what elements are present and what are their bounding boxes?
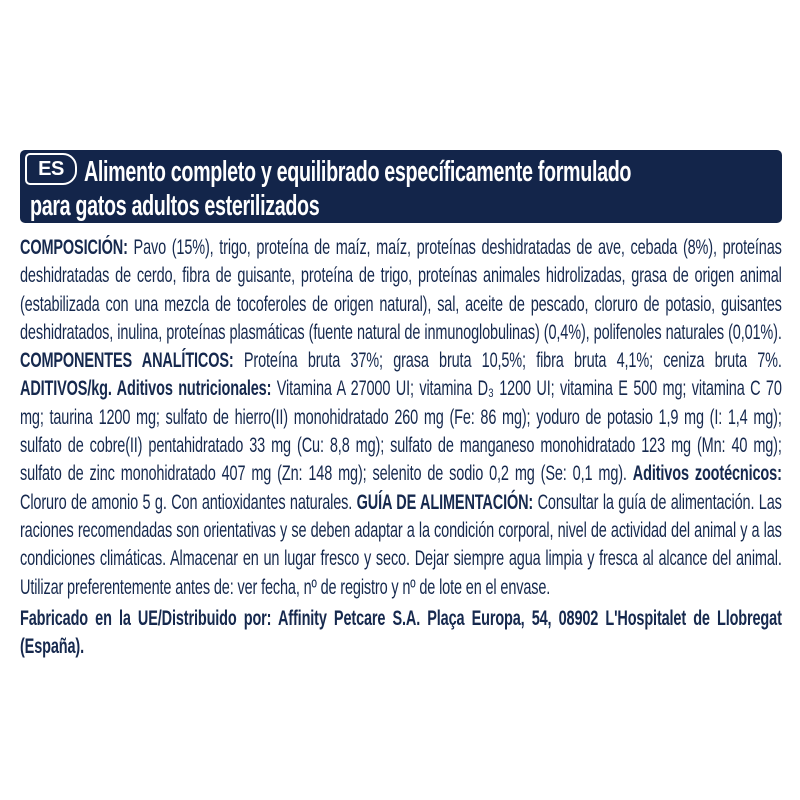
product-claim-banner [20, 150, 782, 223]
label-body-text [20, 234, 782, 661]
claim-line-2: para gatos adultos esterilizados [30, 190, 320, 222]
language-badge-es [25, 153, 77, 185]
claim-line-1: Alimento completo y equilibrado específicamente formulado [84, 156, 632, 188]
composition-paragraph: COMPOSICIÓN: Pavo (15%), trigo, proteína de maíz, maíz, proteínas deshidratadas de ave, cebada (8%), proteínas deshidratadas de cerdo, fibra de guisante, proteína de trigo, proteínas animales hidrolizadas, grasa de origen animal (estabilizada con una mezcla de tocoferoles de origen natural), sal, aceite de pescado, cloruro de potasio, guisantes deshidratados, inulina, proteínas plasmáticas (fuente natural de inmunoglobulinas) (0,4%), polifenoles naturales (0,01%). COMPONENTES ANALÍTICOS: Proteína bruta 37%; grasa bruta 10,5%; fibra bruta 4,1%; ceniza bruta 7%. ADITIVOS/kg. Aditivos nutricionales: Vitamina A 27000 UI; vitamina D₃ 1200 UI; vitamina E 500 mg; vitamina C 70 mg; taurina 1200 mg; sulfato de hierro(II) monohidratado 260 mg (Fe: 86 mg); yoduro de potasio 1,9 mg (I: 1,4 mg); sulfato de cobre(II) pentahidratado 33 mg (Cu: 8,8 mg); sulfato de manganeso monohidratado 123 mg (Mn: 40 mg); sulfato de zinc monohidratado 407 mg (Zn: 148 mg); selenito de sodio 0,2 mg (Se: 0,1 mg). Aditivos zootécnicos: Cloruro de amonio 5 g. Con antioxidantes naturales. GUÍA DE ALIMENTACIÓN: Consultar la guía de alimentación. Las raciones recomendadas son orientativas y se deben adaptar a la condición corporal, nivel de actividad del animal y a las condiciones climáticas. Almacenar en un lugar fresco y seco. Dejar siempre agua limpia y fresca al alcance del animal. Utilizar preferentemente antes de: ver fecha, nº de registro y nº de lote en el envase. [20, 236, 782, 599]
manufacturer-paragraph: Fabricado en la UE/Distribuido por: Affinity Petcare S.A. Plaça Europa, 54, 08902 L'Hospitalet de Llobregat (España). [20, 606, 782, 659]
language-badge-label: ES [38, 157, 64, 180]
